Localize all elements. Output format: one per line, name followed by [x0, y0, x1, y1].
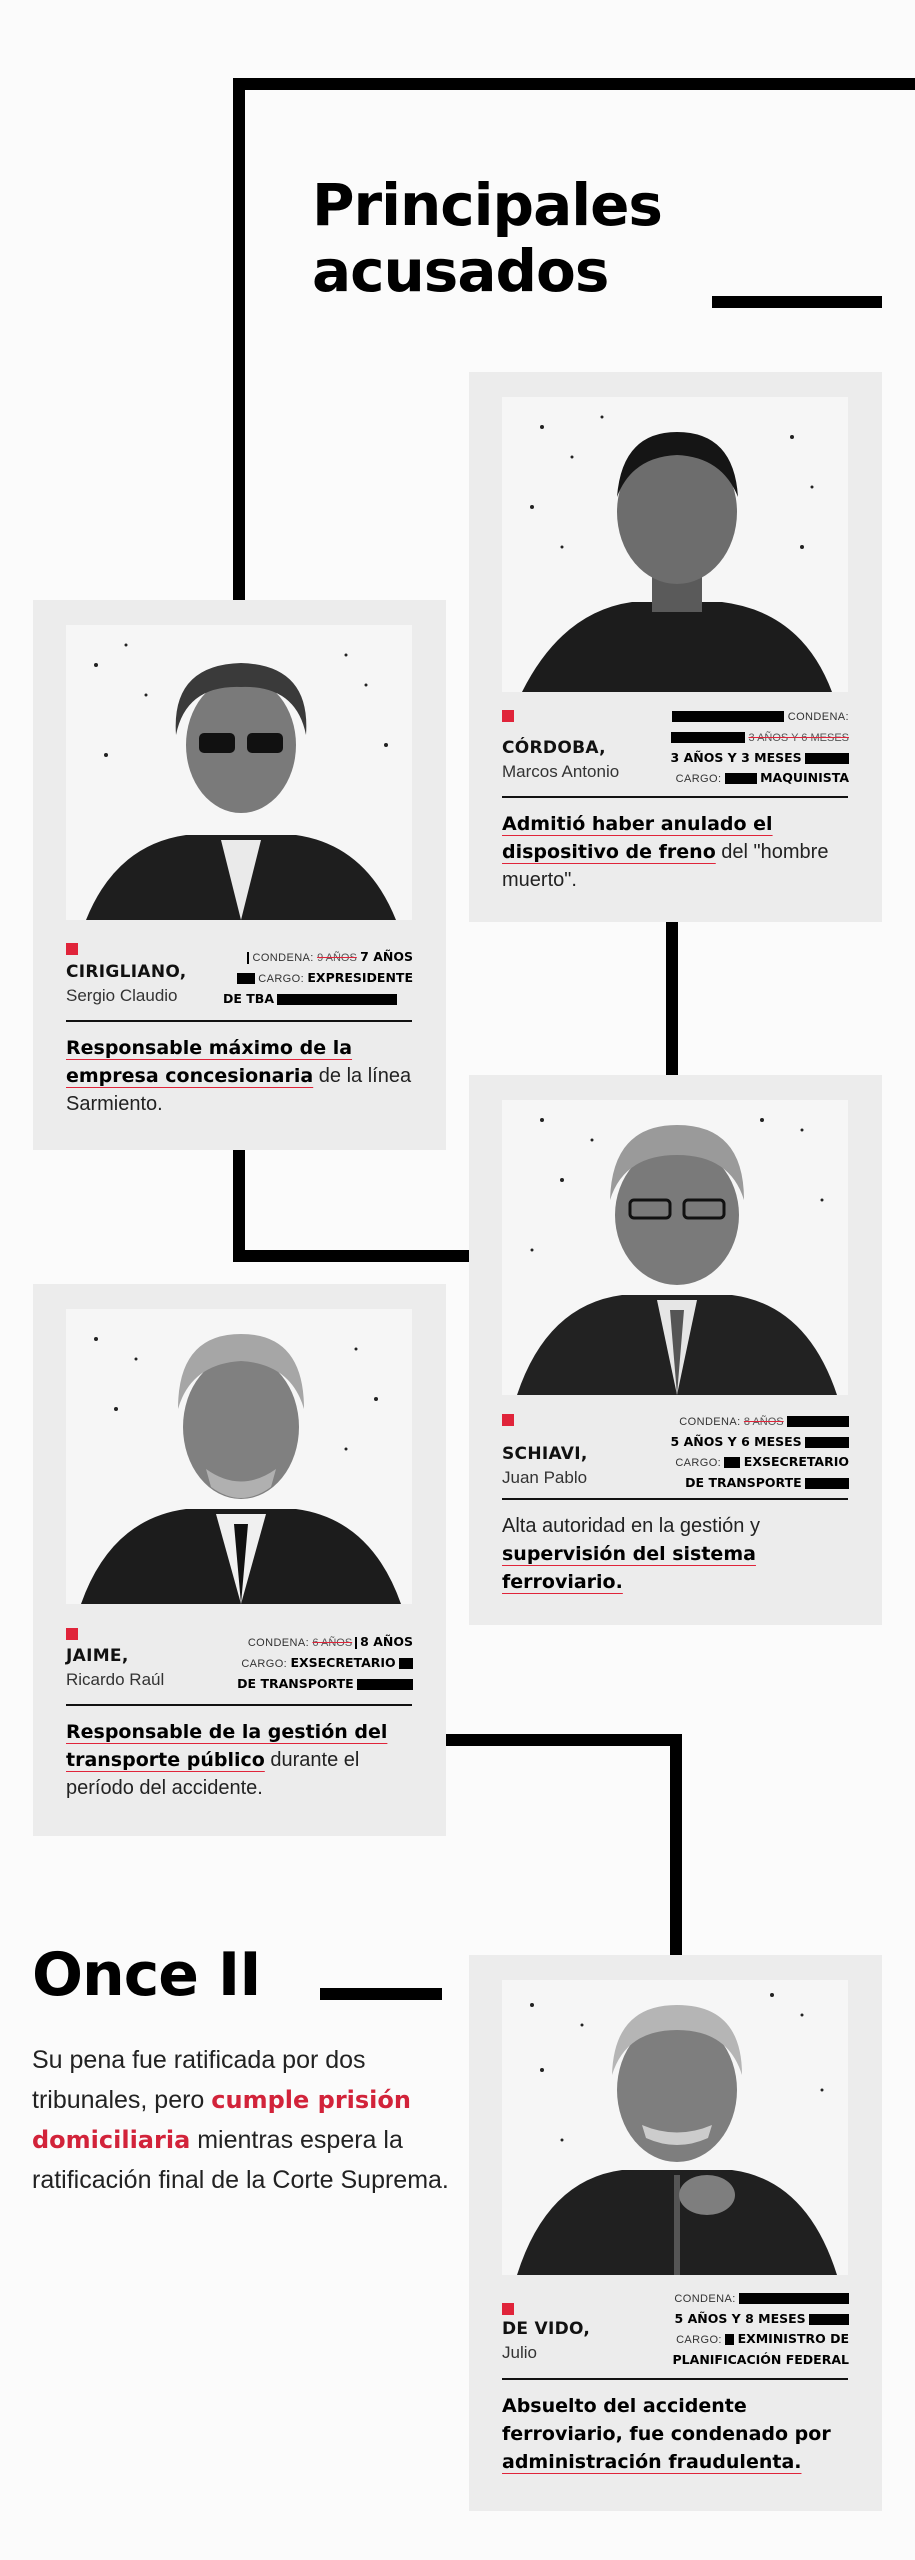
- once-underline: [320, 1988, 442, 2000]
- accused-first-name: Julio: [502, 2343, 537, 2362]
- accused-card-devido: [469, 1955, 882, 2511]
- sentence-info: CONDENA: 9 AÑOS 7 AÑOS CARGO: EXPRESIDENTE DE TBA: [223, 949, 413, 1006]
- connector-line: [233, 1148, 245, 1260]
- accused-description: Absuelto del accidente ferroviario, fue condenado por administración fraudulenta.: [502, 2395, 831, 2473]
- sentence-info: CONDENA: 8 AÑOS 5 AÑOS Y 6 MESES CARGO: EXSECRETARIO DE TRANSPORTE: [670, 1416, 849, 1490]
- title-line-1: Principales: [312, 171, 662, 239]
- connector-line: [446, 1734, 682, 1746]
- title-line-2: acusados: [312, 237, 609, 305]
- accused-last-name: SCHIAVI,: [502, 1444, 588, 1464]
- red-marker: [66, 1628, 78, 1640]
- portrait-photo: [502, 1100, 848, 1395]
- divider: [66, 1704, 412, 1706]
- accused-card-cordoba: [469, 372, 882, 922]
- accused-last-name: CIRIGLIANO,: [66, 962, 187, 982]
- sentence-info: CONDENA: 5 AÑOS Y 8 MESES CARGO: EXMINISTRO DE PLANIFICACIÓN FEDERAL: [672, 2293, 849, 2367]
- accused-first-name: Juan Pablo: [502, 1468, 588, 1487]
- connector-line: [233, 78, 915, 90]
- red-marker: [502, 2303, 514, 2315]
- red-marker: [502, 710, 514, 722]
- accused-description: Responsable máximo de la empresa concesionaria de la línea Sarmiento.: [66, 1037, 412, 1115]
- accused-description: Responsable de la gestión del transporte público durante el período del accidente.: [66, 1721, 388, 1799]
- accused-last-name: DE VIDO,: [502, 2319, 591, 2339]
- portrait-photo: [66, 625, 412, 920]
- connector-line: [666, 920, 678, 1076]
- accused-first-name: Marcos Antonio: [502, 762, 620, 781]
- accused-last-name: CÓRDOBA,: [502, 738, 606, 758]
- accused-description: Admitió haber anulado el dispositivo de freno del "hombre muerto".: [502, 813, 829, 891]
- accused-last-name: JAIME,: [66, 1646, 129, 1666]
- red-marker: [66, 943, 78, 955]
- portrait-photo: [502, 1980, 848, 2275]
- sentence-info: CONDENA: 3 AÑOS Y 6 MESES 3 AÑOS Y 3 MESES CARGO: MAQUINISTA: [670, 711, 849, 785]
- connector-line: [233, 78, 245, 600]
- page-title: [312, 172, 732, 304]
- accused-card-schiavi: [469, 1075, 882, 1625]
- connector-line: [233, 1250, 469, 1262]
- accused-card-cirigliano: [33, 600, 446, 1150]
- accused-first-name: Ricardo Raúl: [66, 1670, 165, 1689]
- divider: [502, 1498, 848, 1500]
- accused-first-name: Sergio Claudio: [66, 986, 178, 1005]
- portrait-photo: [66, 1309, 412, 1604]
- divider: [502, 2378, 848, 2380]
- once-paragraph: Su pena fue ratificada por dos tribunales, pero cumple prisión domiciliaria mientras espera la ratificación final de la Corte Suprema.: [32, 2046, 449, 2194]
- accused-description: Alta autoridad en la gestión y supervisión del sistema ferroviario.: [502, 1515, 760, 1593]
- divider: [66, 1020, 412, 1022]
- accused-card-jaime: [33, 1284, 446, 1836]
- title-underline: [712, 296, 882, 308]
- sentence-info: CONDENA: 6 AÑOS 8 AÑOS CARGO: EXSECRETARIO DE TRANSPORTE: [237, 1634, 413, 1691]
- connector-line: [670, 1734, 682, 1956]
- portrait-photo: [502, 397, 848, 692]
- once-title: Once II: [32, 1940, 261, 2010]
- red-marker: [502, 1414, 514, 1426]
- divider: [502, 796, 848, 798]
